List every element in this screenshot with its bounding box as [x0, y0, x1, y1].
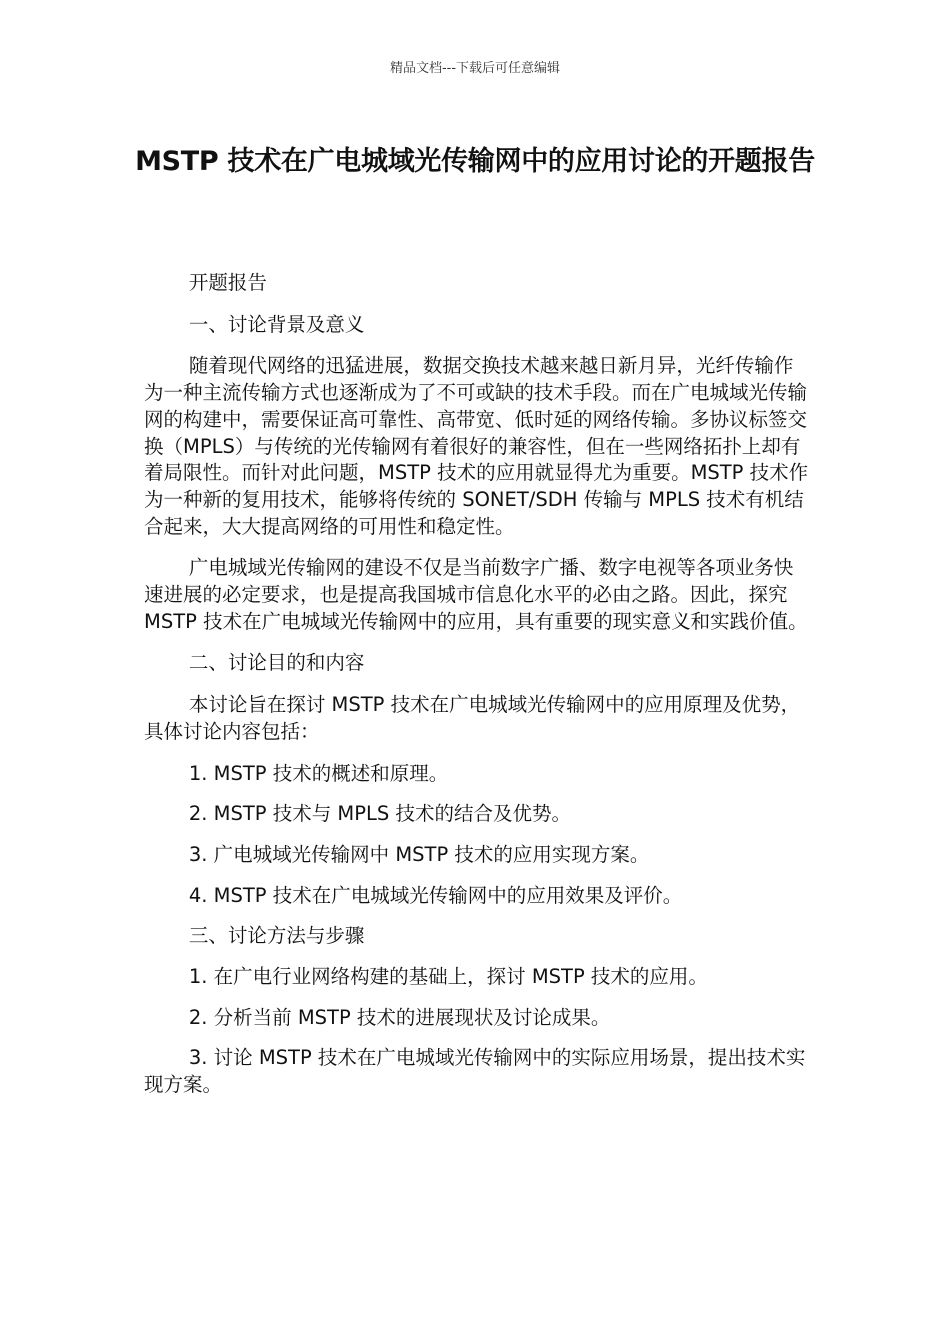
- list-item-content-4: 4. MSTP 技术在广电城域光传输网中的应用效果及评价。: [188, 883, 683, 907]
- list-item-method-2: 2. 分析当前 MSTP 技术的进展现状及讨论成果。: [188, 1005, 611, 1029]
- paragraph-background: 随着现代网络的迅猛进展，数据交换技术越来越日新月异，光纤传输作为一种主流传输方式也逐渐成为了不可或缺的技术手段。而在广电城域光传输网的构建中，需要保证高可靠性、高带宽、低时延的网络传输。多协议标签交换（MPLS）与传统的光传输网有着很好的兼容性，但在一些网络拓扑上却有着局限性。而针对此问题，MSTP 技术的应用就显得尤为重要。MSTP 技术作为一种新的复用技术，能够将传统的 SONET/SDH 传输与 MPLS 技术有机结合起来，大大提高网络的可用性和稳定性。: [144, 354, 809, 538]
- document-title: MSTP 技术在广电城域光传输网中的应用讨论的开题报告: [135, 146, 815, 177]
- paragraph-significance: 广电城域光传输网的建设不仅是当前数字广播、数字电视等各项业务快速进展的必定要求，也是提高我国城市信息化水平的必由之路。因此，探究 MSTP 技术在广电城域光传输网中的应用，具有重要的现实意义和实践价值。: [144, 556, 808, 633]
- paragraph-purpose: 本讨论旨在探讨 MSTP 技术在广电城域光传输网中的应用原理及优势，具体讨论内容包括：: [144, 693, 801, 743]
- header-note: 精品文档---下载后可任意编辑: [389, 61, 561, 76]
- section-heading-purpose: 二、讨论目的和内容: [188, 651, 365, 675]
- document-body: [144, 270, 809, 1114]
- list-item-method-3: 3. 讨论 MSTP 技术在广电城域光传输网中的实际应用场景，提出技术实现方案。: [144, 1046, 806, 1097]
- list-item-content-2: 2. MSTP 技术与 MPLS 技术的结合及优势。: [188, 802, 571, 826]
- list-item-method-1: 1. 在广电行业网络构建的基础上，探讨 MSTP 技术的应用。: [188, 965, 708, 989]
- section-heading-background: 一、讨论背景及意义: [188, 312, 365, 336]
- section-label-opening-report: 开题报告: [188, 271, 267, 294]
- section-heading-methods: 三、讨论方法与步骤: [188, 924, 365, 948]
- list-item-content-1: 1. MSTP 技术的概述和原理。: [188, 761, 449, 785]
- list-item-content-3: 3. 广电城域光传输网中 MSTP 技术的应用实现方案。: [188, 842, 650, 866]
